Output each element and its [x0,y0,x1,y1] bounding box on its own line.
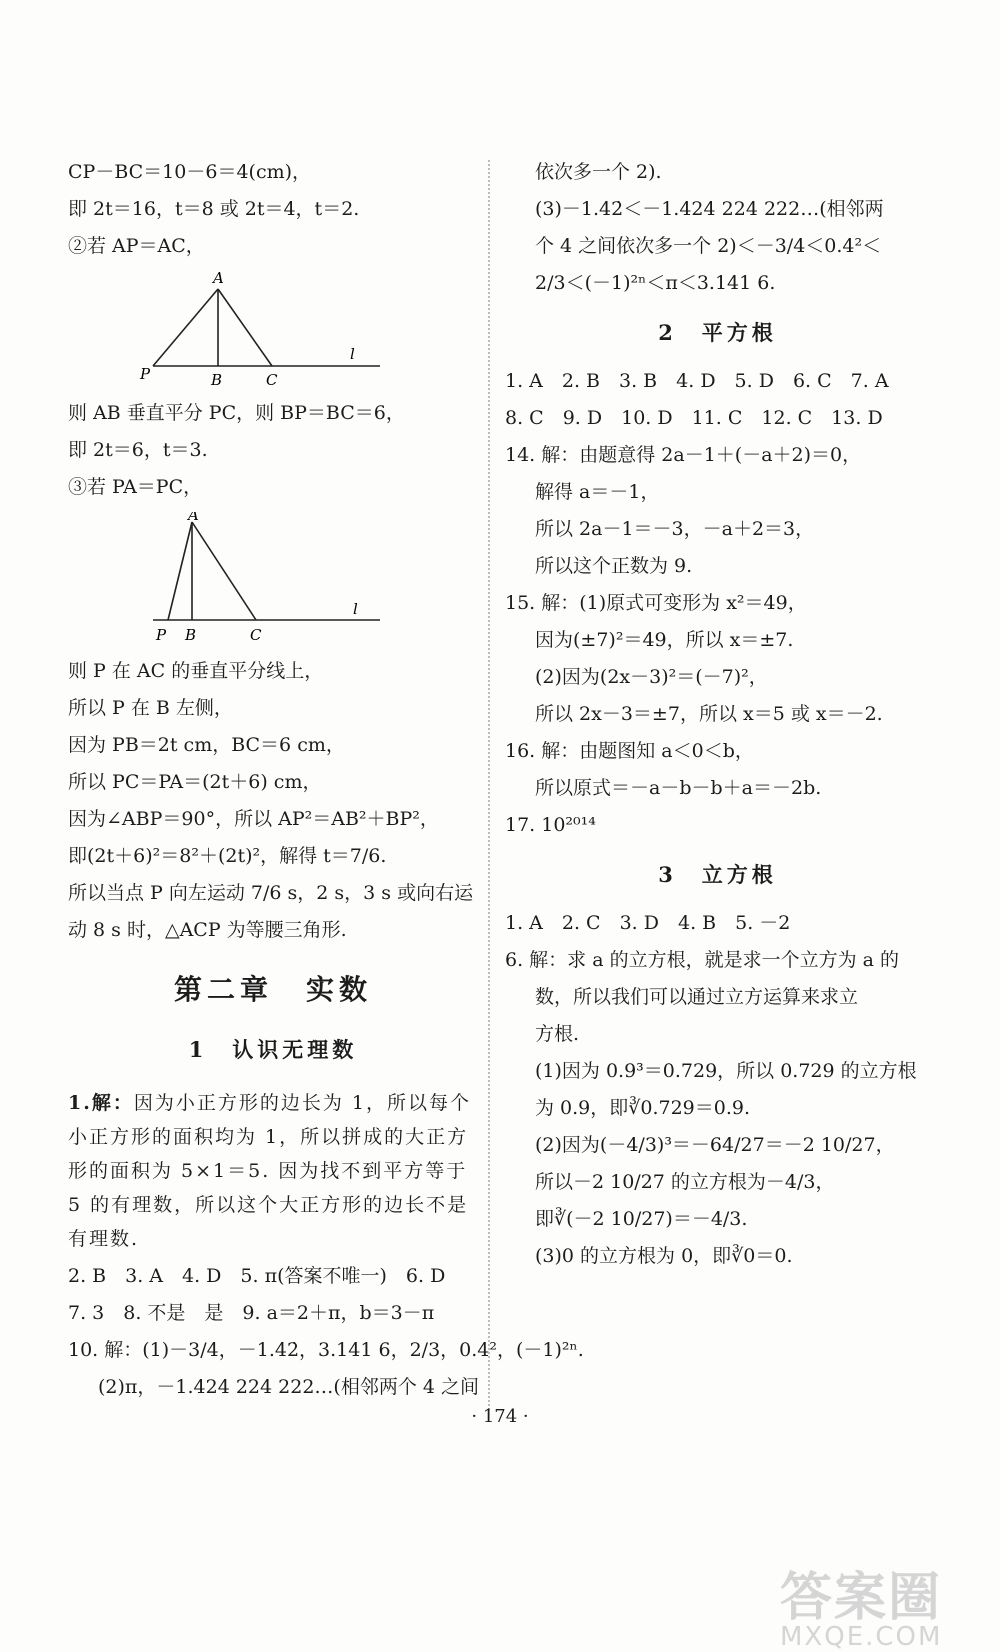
text-line: 即 2t＝6，t＝3. [68,439,208,461]
text-line: 2. B 3. A 4. D 5. π(答案不唯一) 6. D [68,1265,446,1287]
text-line: (2)因为(－4/3)³＝－64/27＝－2 10/27， [535,1134,895,1156]
text-line: (1)因为 0.9³＝0.729，所以 0.729 的立方根 [535,1060,917,1082]
text-line: 动 8 s 时，△ACP 为等腰三角形. [68,919,347,941]
chapter-title: 第二章 实数 [173,973,372,1006]
text-line: 为 0.9，即∛0.729＝0.9. [535,1097,751,1119]
text-line: ②若 AP＝AC， [68,235,205,257]
watermark-text: 答案圈 [780,1568,943,1628]
text-line: 个 4 之间依次多一个 2)＜－3/4＜0.4²＜ [535,235,882,257]
label-p: P [156,626,167,644]
column-divider [488,160,490,1410]
text-line: 所以－2 10/27 的立方根为－4/3， [535,1171,835,1193]
text-line: 方根. [535,1023,580,1045]
text-line: 10. 解：(1)－3/4，－1.4̇2̇，3.141 6，2/3，0.4²，(－1)²ⁿ. [68,1339,584,1361]
text-line: 1. A 2. B 3. B 4. D 5. D 6. C 7. A [505,370,889,392]
text-line: 16. 解：由题图知 a＜0＜b， [505,740,754,762]
text-line: 则 P 在 AC 的垂直平分线上， [68,660,324,682]
answer-paragraph [68,1086,478,1256]
text-line: 8. C 9. D 10. D 11. C 12. C 13. D [505,407,883,429]
text-line: (3)0 的立方根为 0，即∛0＝0. [535,1245,793,1267]
text-line: 所以这个正数为 9. [535,555,693,577]
text-line: 1. A 2. C 3. D 4. B 5. －2 [505,912,791,934]
label-a: A [188,512,199,524]
figure-triangle-pa-pc [68,512,478,651]
text-line: 15. 解：(1)原式可变形为 x²＝49， [505,592,807,614]
text-line: 则 AB 垂直平分 PC，则 BP＝BC＝6， [68,402,405,424]
section-title: 3 立方根 [658,862,777,887]
watermark-logo [780,1555,942,1652]
text-line: 因为(±7)²＝49，所以 x＝±7. [535,629,794,651]
text-line: 所以 2a－1＝－3，－a＋2＝3， [535,518,815,540]
section-title: 1 认识无理数 [188,1037,358,1062]
label-b: B [211,371,223,389]
text-line: 所以原式＝－a－b－b＋a＝－2b. [535,777,822,799]
label-a: A [213,271,224,287]
text-line: CP－BC＝10－6＝4(cm)， [68,161,312,183]
text-line: 6. 解：求 a 的立方根，就是求一个立方为 a 的 [505,949,899,971]
text-line: 解得 a＝－1， [535,481,660,503]
text-line: 即(2t＋6)²＝8²＋(2t)²，解得 t＝7/6. [68,845,387,867]
label-p: P [140,365,151,383]
label-l: l [353,600,358,618]
label-b: B [185,626,197,644]
text-line: (3)－1.4̇2̇＜－1.424 224 222…(相邻两 [535,198,884,220]
text-line: 因为∠ABP＝90°，所以 AP²＝AB²＋BP²， [68,808,439,830]
section-title: 2 平方根 [658,320,777,345]
label-c: C [250,626,262,644]
text-line: 所以 P 在 B 左侧， [68,697,233,719]
text-line: 14. 解：由题意得 2a－1＋(－a＋2)＝0， [505,444,862,466]
text-line: 即 2t＝16，t＝8 或 2t＝4，t＝2. [68,198,360,220]
watermark-url: MXQE.COM [780,1622,943,1652]
text-line: (2)因为(2x－3)²＝(－7)²， [535,666,768,688]
text-line: 所以 2x－3＝±7，所以 x＝5 或 x＝－2. [535,703,883,725]
text-line: (2)π，－1.424 224 222…(相邻两个 4 之间 [98,1376,479,1398]
text-line: 7. 3 8. 不是 是 9. a＝2＋π，b＝3－π [68,1302,435,1324]
text-line: 2/3＜(－1)²ⁿ＜π＜3.141 6. [535,272,776,294]
right-column [505,160,930,1281]
text-line: 即∛(－2 10/27)＝－4/3. [535,1208,748,1230]
text-line: 17. 10²⁰¹⁴ [505,814,596,836]
label-l: l [350,345,355,363]
text-line: 因为 PB＝2t cm，BC＝6 cm， [68,734,345,756]
text-line: 所以 PC＝PA＝(2t＋6) cm， [68,771,322,793]
text-line: 所以当点 P 向左运动 7/6 s，2 s，3 s 或向右运 [68,882,474,904]
page-number: · 174 · [471,1406,529,1427]
label-c: C [266,371,278,389]
text-line: 数，所以我们可以通过立方运算来求立 [535,986,859,1008]
text-line: 依次多一个 2). [535,161,662,183]
question-number: 1.解： [68,1092,134,1114]
answer-text: 因为小正方形的边长为 1，所以每个小正方形的面积均为 1，所以拼成的大正方形的面积为 5×1＝5. 因为找不到平方等于 5 的有理数，所以这个大正方形的边长不是有理数. [68,1092,471,1250]
figure-triangle-ap-ac [68,271,478,393]
text-line: ③若 PA＝PC， [68,476,203,498]
